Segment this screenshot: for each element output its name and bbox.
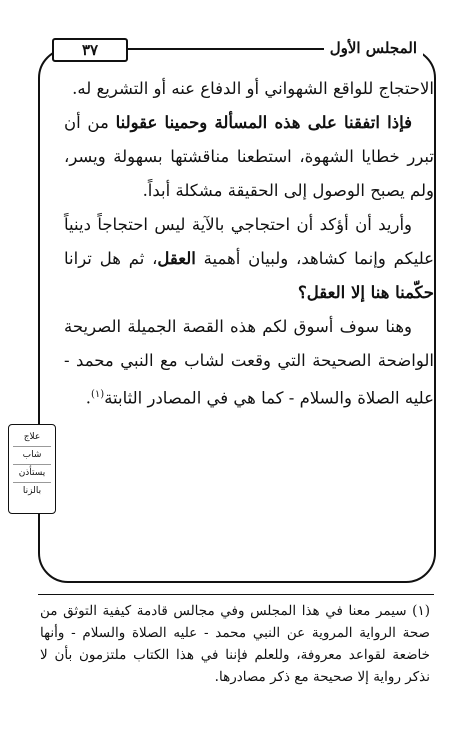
margin-note-line: بالزنا — [22, 486, 42, 496]
margin-note-line: علاج — [13, 429, 51, 447]
paragraph-4-text: وهنا سوف أسوق لكم هذه القصة الجميلة الصريحة الواضحة الصحيحة التي وقعت لشاب مع النبي محمد - عليه الصلاة والسلام - كما هي في المصادر الثابتة — [64, 317, 434, 408]
paragraph-4 — [64, 310, 434, 416]
margin-note-line: يستأذن — [13, 465, 51, 483]
margin-note-box — [8, 424, 56, 514]
footnote-body: سيمر معنا في هذا المجلس وفي مجالس قادمة كيفية التوثق من صحة الرواية المروية عن النبي محمد - عليه الصلاة والسلام - وأنها خاضعة لقواعد معروفة، وللعلم فإننا في هذا الكتاب ملتزمون بأن لا نذكر رواية إلا صحيحة مع ذكر مصادرها. — [40, 603, 430, 685]
paragraph-3-bold-aql: العقل — [157, 249, 196, 268]
paragraph-3-start: وأريد أن أؤكد أن احتجاجي بالآية ليس احتجاجاً دينياً عليكم وإنما كشاهد، ولبيان أهمية — [64, 215, 434, 268]
paragraph-2-bold: فإذا اتفقنا على هذه المسألة وحمينا عقولنا — [115, 113, 412, 132]
margin-note-line: شاب — [13, 447, 51, 465]
paragraph-2-rest: من أن تبرر خطايا الشهوة، استطعنا مناقشتها بسهولة ويسر، ولم يصبح الوصول إلى الحقيقة مشكلة أبداً. — [64, 113, 434, 200]
page-number: ٣٧ — [52, 38, 128, 62]
footnote-separator — [38, 594, 434, 595]
paragraph-3-bold-end: حكّمنا هنا إلا العقل؟ — [298, 283, 434, 302]
footnote-reference[interactable]: (١) — [91, 389, 105, 400]
paragraph-2 — [64, 106, 434, 208]
paragraph-4-end: . — [85, 388, 92, 408]
chapter-title: المجلس الأول — [324, 37, 423, 59]
main-text — [64, 72, 434, 416]
footnote-marker: (١) — [412, 603, 430, 619]
paragraph-3 — [64, 208, 434, 310]
paragraph-3-mid: ، ثم هل ترانا — [64, 249, 158, 268]
footnote — [40, 600, 430, 688]
footnote-text — [40, 600, 430, 688]
paragraph-1: الاحتجاج للواقع الشهواني أو الدفاع عنه أو التشريع له. — [72, 79, 434, 98]
